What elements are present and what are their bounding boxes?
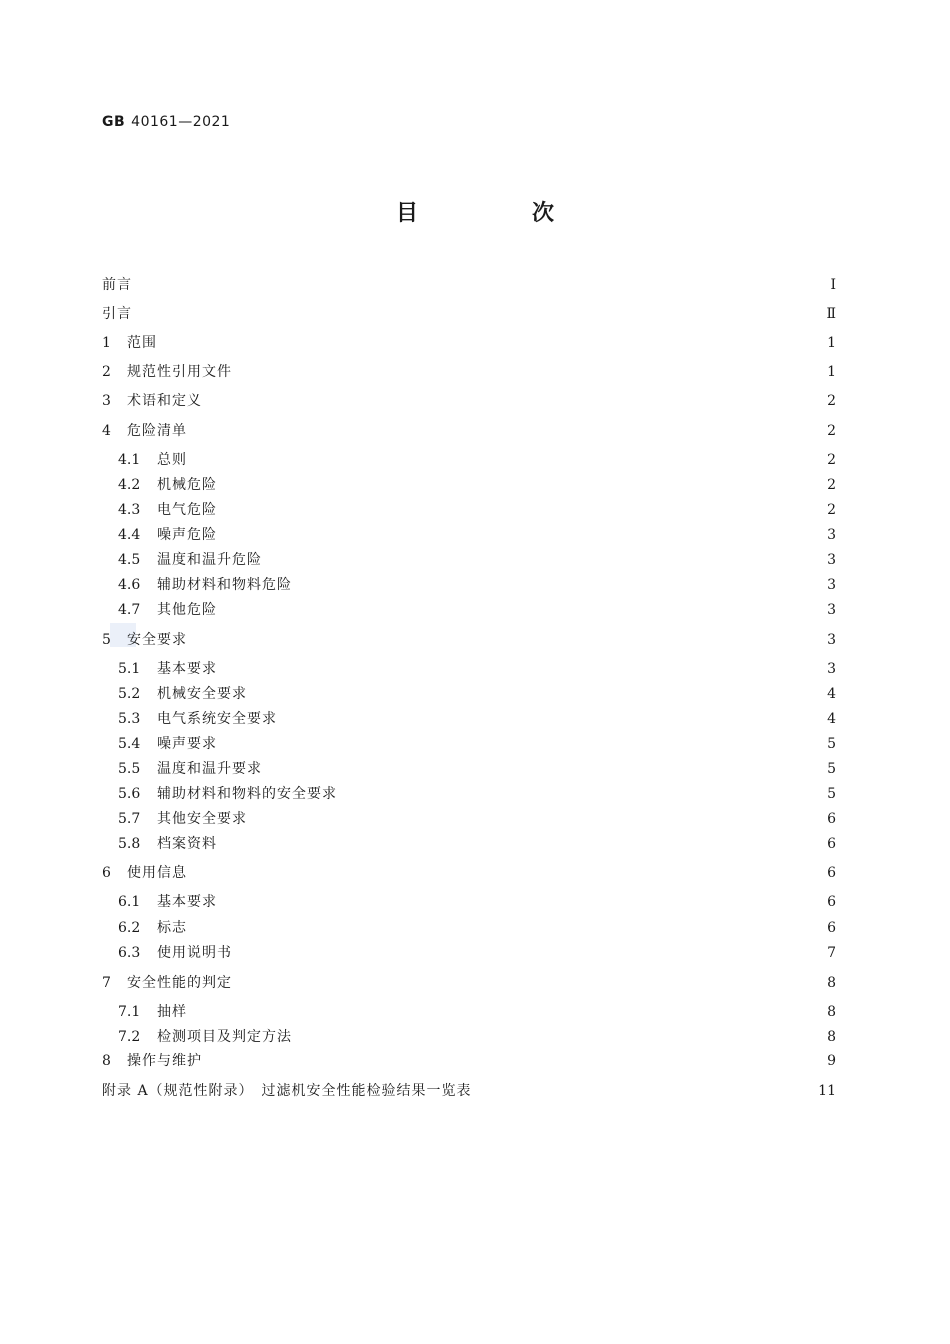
toc-entry-title: 档案资料 bbox=[157, 836, 217, 852]
toc-entry-number: 4.5 bbox=[118, 552, 141, 568]
toc-entry-page: 2 bbox=[827, 393, 836, 409]
toc-entry[interactable] bbox=[118, 658, 836, 680]
toc-entry-number: 8 bbox=[102, 1053, 111, 1069]
toc-entry-page: 3 bbox=[827, 602, 836, 618]
toc-dot-leader bbox=[225, 733, 821, 755]
toc-entry-title: 其他安全要求 bbox=[157, 811, 247, 827]
toc-entry-number: 6.2 bbox=[118, 920, 141, 936]
toc-entry-page: 6 bbox=[827, 894, 836, 910]
toc-dot-leader bbox=[195, 917, 821, 939]
toc-entry-page: 5 bbox=[827, 786, 836, 802]
toc-dot-leader bbox=[140, 303, 820, 325]
toc-entry-title: 基本要求 bbox=[157, 894, 217, 910]
standard-number: 40161—2021 bbox=[131, 114, 231, 130]
toc-entry-number: 5.6 bbox=[118, 786, 141, 802]
toc-entry-title: 危险清单 bbox=[127, 423, 187, 439]
toc-entry-number: 6.3 bbox=[118, 945, 141, 961]
toc-entry-number: 5.1 bbox=[118, 661, 141, 677]
toc-entry[interactable] bbox=[118, 708, 836, 730]
toc-entry-title: 辅助材料和物料危险 bbox=[157, 577, 292, 593]
toc-entry-page: Ⅰ bbox=[830, 277, 836, 293]
toc-entry-page: 9 bbox=[827, 1053, 836, 1069]
toc-entry-page: 3 bbox=[827, 661, 836, 677]
toc-entry-title: 安全性能的判定 bbox=[127, 975, 232, 991]
toc-dot-leader bbox=[240, 942, 821, 964]
toc-dot-leader bbox=[195, 449, 821, 471]
toc-dot-leader bbox=[210, 1050, 821, 1072]
toc-entry-page: 6 bbox=[827, 836, 836, 852]
toc-entry-page: 4 bbox=[827, 711, 836, 727]
toc-dot-leader bbox=[225, 474, 821, 496]
toc-entry[interactable] bbox=[118, 891, 836, 913]
toc-dot-leader bbox=[225, 891, 821, 913]
toc-entry[interactable] bbox=[118, 758, 836, 780]
toc-entry[interactable] bbox=[102, 390, 836, 412]
toc-entry-page: 2 bbox=[827, 477, 836, 493]
toc-dot-leader bbox=[195, 1001, 821, 1023]
toc-entry-title: 电气系统安全要求 bbox=[157, 711, 277, 727]
toc-dot-leader bbox=[270, 758, 821, 780]
toc-entry-page: 2 bbox=[827, 452, 836, 468]
toc-entry[interactable] bbox=[102, 1050, 836, 1072]
toc-entry-page: Ⅱ bbox=[826, 306, 836, 322]
toc-entry-page: 11 bbox=[818, 1083, 836, 1099]
toc-entry[interactable] bbox=[102, 274, 836, 296]
toc-entry-title: 噪声危险 bbox=[157, 527, 217, 543]
toc-entry[interactable] bbox=[102, 361, 836, 383]
toc-entry-page: 4 bbox=[827, 686, 836, 702]
toc-entry[interactable] bbox=[118, 599, 836, 621]
toc-entry[interactable] bbox=[102, 862, 836, 884]
toc-entry-title: 规范性引用文件 bbox=[127, 364, 232, 380]
toc-entry-number: 5.7 bbox=[118, 811, 141, 827]
toc-entry-title: 前言 bbox=[102, 277, 132, 293]
toc-entry[interactable] bbox=[102, 332, 836, 354]
toc-entry-number: 2 bbox=[102, 364, 111, 380]
toc-entry[interactable] bbox=[118, 524, 836, 546]
toc-dot-leader bbox=[255, 683, 821, 705]
toc-entry-number: 7.1 bbox=[118, 1004, 141, 1020]
toc-entry-title: 机械危险 bbox=[157, 477, 217, 493]
toc-dot-leader bbox=[225, 833, 821, 855]
toc-dot-leader bbox=[240, 361, 821, 383]
toc-entry-page: 8 bbox=[827, 975, 836, 991]
toc-dot-leader bbox=[225, 599, 821, 621]
toc-entry-page: 6 bbox=[827, 920, 836, 936]
toc-entry[interactable] bbox=[118, 499, 836, 521]
toc-entry-page: 7 bbox=[827, 945, 836, 961]
toc-dot-leader bbox=[140, 274, 822, 296]
toc-entry-page: 5 bbox=[827, 736, 836, 752]
toc-entry[interactable] bbox=[118, 574, 836, 596]
toc-dot-leader bbox=[225, 524, 821, 546]
toc-entry-number: 7.2 bbox=[118, 1029, 141, 1045]
toc-entry-title: 温度和温升危险 bbox=[157, 552, 262, 568]
toc-entry-number: 5 bbox=[102, 632, 111, 648]
toc-entry[interactable] bbox=[118, 783, 836, 805]
toc-dot-leader bbox=[345, 783, 821, 805]
toc-entry-title: 基本要求 bbox=[157, 661, 217, 677]
toc-dot-leader bbox=[225, 499, 821, 521]
toc-dot-leader bbox=[255, 808, 821, 830]
toc-entry-number: 5.2 bbox=[118, 686, 141, 702]
toc-entry-title: 噪声要求 bbox=[157, 736, 217, 752]
toc-entry-page: 3 bbox=[827, 632, 836, 648]
toc-entry-number: 5.5 bbox=[118, 761, 141, 777]
toc-entry-title: 操作与维护 bbox=[127, 1053, 202, 1069]
toc-entry[interactable] bbox=[118, 1026, 836, 1048]
toc-entry[interactable] bbox=[118, 833, 836, 855]
toc-entry-number: 1 bbox=[102, 335, 111, 351]
toc-entry-title: 使用信息 bbox=[127, 865, 187, 881]
toc-entry-number: 4.2 bbox=[118, 477, 141, 493]
toc-entry-number: 4.4 bbox=[118, 527, 141, 543]
toc-entry[interactable] bbox=[118, 549, 836, 571]
toc-dot-leader bbox=[300, 1026, 821, 1048]
toc-entry[interactable] bbox=[118, 917, 836, 939]
toc-entry[interactable] bbox=[102, 972, 836, 994]
toc-entry-number: 3 bbox=[102, 393, 111, 409]
toc-entry-title: 标志 bbox=[157, 920, 187, 936]
toc-dot-leader bbox=[285, 708, 821, 730]
toc-dot-leader bbox=[195, 862, 821, 884]
toc-entry-title: 范围 bbox=[127, 335, 157, 351]
toc-dot-leader bbox=[300, 574, 821, 596]
toc-entry[interactable] bbox=[118, 942, 836, 964]
toc-entry-page: 1 bbox=[827, 335, 836, 351]
toc-entry-title: 辅助材料和物料的安全要求 bbox=[157, 786, 337, 802]
toc-entry-title: 机械安全要求 bbox=[157, 686, 247, 702]
toc-entry-title: 电气危险 bbox=[157, 502, 217, 518]
toc-entry-number: 6 bbox=[102, 865, 111, 881]
toc-dot-leader bbox=[270, 549, 821, 571]
toc-entry-title: 检测项目及判定方法 bbox=[157, 1029, 292, 1045]
toc-dot-leader bbox=[225, 658, 821, 680]
toc-entry-page: 3 bbox=[827, 527, 836, 543]
toc-entry-number: 4.6 bbox=[118, 577, 141, 593]
toc-entry-title: 总则 bbox=[157, 452, 187, 468]
page-title: 目 次 bbox=[395, 201, 600, 226]
toc-entry-number: 6.1 bbox=[118, 894, 141, 910]
toc-entry-page: 3 bbox=[827, 552, 836, 568]
toc-entry-number: 5.8 bbox=[118, 836, 141, 852]
toc-entry[interactable] bbox=[102, 420, 836, 442]
standard-prefix: GB bbox=[102, 114, 126, 130]
toc-entry-page: 2 bbox=[827, 502, 836, 518]
toc-entry-page: 6 bbox=[827, 811, 836, 827]
toc-entry-page: 5 bbox=[827, 761, 836, 777]
toc-entry[interactable] bbox=[118, 683, 836, 705]
toc-entry-title: 引言 bbox=[102, 306, 132, 322]
toc-entry-number: 4.1 bbox=[118, 452, 141, 468]
toc-entry-title: 术语和定义 bbox=[127, 393, 202, 409]
toc-entry[interactable] bbox=[102, 1080, 836, 1102]
toc-dot-leader bbox=[195, 629, 821, 651]
toc-entry-page: 3 bbox=[827, 577, 836, 593]
toc-entry[interactable] bbox=[118, 474, 836, 496]
toc-entry-number: 4 bbox=[102, 423, 111, 439]
toc-dot-leader bbox=[165, 332, 821, 354]
toc-entry-number: 5.4 bbox=[118, 736, 141, 752]
toc-entry[interactable] bbox=[102, 629, 836, 651]
toc-dot-leader bbox=[240, 972, 821, 994]
toc-entry-page: 8 bbox=[827, 1029, 836, 1045]
toc-entry[interactable] bbox=[118, 449, 836, 471]
toc-entry-title: 抽样 bbox=[157, 1004, 187, 1020]
toc-entry-page: 2 bbox=[827, 423, 836, 439]
toc-entry-title: 附录 A（规范性附录） 过滤机安全性能检验结果一览表 bbox=[102, 1083, 472, 1099]
toc-dot-leader bbox=[210, 390, 821, 412]
toc-entry-title: 安全要求 bbox=[127, 632, 187, 648]
toc-entry[interactable] bbox=[118, 733, 836, 755]
toc-entry-number: 5.3 bbox=[118, 711, 141, 727]
toc-entry[interactable] bbox=[118, 1001, 836, 1023]
toc-dot-leader bbox=[474, 1080, 813, 1102]
toc-entry[interactable] bbox=[118, 808, 836, 830]
toc-entry-title: 使用说明书 bbox=[157, 945, 232, 961]
toc-entry-title: 其他危险 bbox=[157, 602, 217, 618]
toc-entry-number: 4.3 bbox=[118, 502, 141, 518]
toc-entry-page: 8 bbox=[827, 1004, 836, 1020]
toc-entry-page: 6 bbox=[827, 865, 836, 881]
toc-entry[interactable] bbox=[102, 303, 836, 325]
toc-entry-number: 7 bbox=[102, 975, 111, 991]
toc-dot-leader bbox=[195, 420, 821, 442]
toc-entry-page: 1 bbox=[827, 364, 836, 380]
toc-entry-number: 4.7 bbox=[118, 602, 141, 618]
toc-entry-title: 温度和温升要求 bbox=[157, 761, 262, 777]
